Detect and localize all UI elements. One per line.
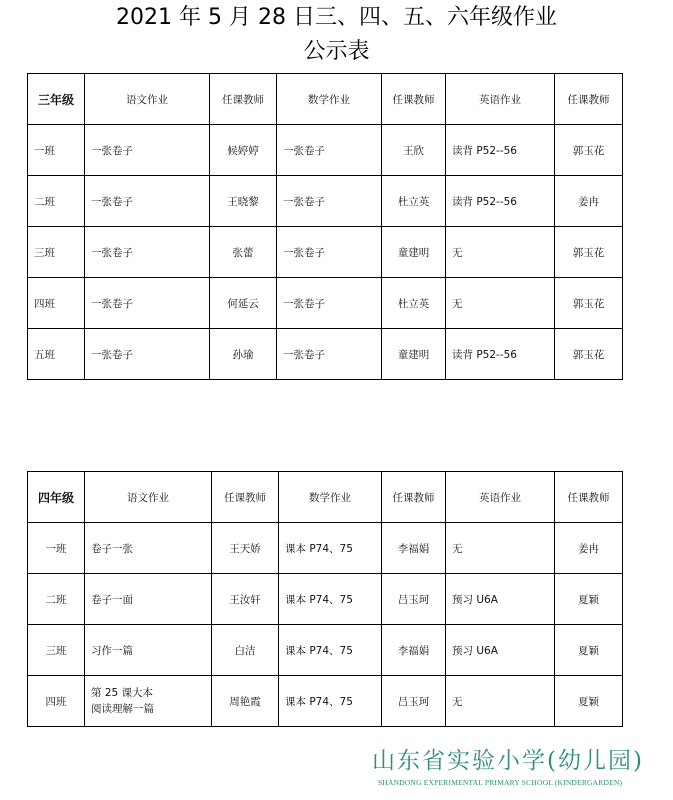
page-title: 2021 年 5 月 28 日三、四、五、六年级作业 bbox=[116, 5, 557, 30]
class-name: 三班 bbox=[28, 227, 85, 278]
grade3-homework-table bbox=[27, 73, 623, 380]
math-homework: 一张卷子 bbox=[277, 176, 382, 227]
header-chinese: 语文作业 bbox=[85, 472, 212, 523]
english-homework: 读背 P52--56 bbox=[446, 125, 555, 176]
class-name: 二班 bbox=[28, 176, 85, 227]
header-chinese: 语文作业 bbox=[85, 74, 210, 125]
english-homework: 无 bbox=[446, 676, 555, 727]
class-name: 一班 bbox=[28, 523, 85, 574]
chinese-homework: 一张卷子 bbox=[85, 125, 210, 176]
class-name: 五班 bbox=[28, 329, 85, 380]
english-teacher: 郭玉花 bbox=[555, 125, 623, 176]
english-homework: 预习 U6A bbox=[446, 625, 555, 676]
english-teacher: 姜冉 bbox=[555, 523, 623, 574]
english-teacher: 夏颖 bbox=[555, 676, 623, 727]
class-name: 一班 bbox=[28, 125, 85, 176]
table-header-row bbox=[28, 472, 623, 523]
table-row bbox=[28, 176, 623, 227]
english-homework: 无 bbox=[446, 523, 555, 574]
chinese-teacher: 孙瑜 bbox=[210, 329, 277, 380]
grade-label: 四年级 bbox=[28, 472, 85, 523]
chinese-teacher: 周艳霞 bbox=[212, 676, 279, 727]
english-teacher: 郭玉花 bbox=[555, 329, 623, 380]
grade4-homework-table bbox=[27, 471, 623, 727]
chinese-teacher: 王晓黎 bbox=[210, 176, 277, 227]
table-row bbox=[28, 278, 623, 329]
header-teacher: 任课教师 bbox=[382, 472, 446, 523]
english-homework: 读背 P52--56 bbox=[446, 176, 555, 227]
chinese-homework: 卷子一张 bbox=[85, 523, 212, 574]
chinese-homework: 一张卷子 bbox=[85, 176, 210, 227]
english-teacher: 姜冉 bbox=[555, 176, 623, 227]
chinese-teacher: 王天娇 bbox=[212, 523, 279, 574]
english-homework: 无 bbox=[446, 227, 555, 278]
table-row bbox=[28, 574, 623, 625]
header-teacher: 任课教师 bbox=[210, 74, 277, 125]
header-english: 英语作业 bbox=[446, 74, 555, 125]
chinese-homework-line1: 第 25 课大本 bbox=[91, 687, 154, 699]
chinese-teacher: 何延云 bbox=[210, 278, 277, 329]
school-logo-english: SHANDONG EXPERIMENTAL PRIMARY SCHOOL (KINDERGARDEN) bbox=[378, 778, 623, 787]
chinese-homework-line2: 阅读理解一篇 bbox=[91, 703, 154, 715]
chinese-teacher: 候婷婷 bbox=[210, 125, 277, 176]
math-teacher: 吕玉珂 bbox=[382, 574, 446, 625]
math-teacher: 王欣 bbox=[382, 125, 446, 176]
math-teacher: 李福娟 bbox=[382, 523, 446, 574]
math-homework: 一张卷子 bbox=[277, 278, 382, 329]
table-header-row bbox=[28, 74, 623, 125]
chinese-homework bbox=[85, 676, 212, 727]
chinese-teacher: 白洁 bbox=[212, 625, 279, 676]
table-row bbox=[28, 676, 623, 727]
math-homework: 一张卷子 bbox=[277, 227, 382, 278]
math-homework: 一张卷子 bbox=[277, 329, 382, 380]
math-homework: 课本 P74、75 bbox=[279, 523, 382, 574]
math-homework: 课本 P74、75 bbox=[279, 625, 382, 676]
chinese-homework: 一张卷子 bbox=[85, 329, 210, 380]
math-teacher: 杜立英 bbox=[382, 278, 446, 329]
chinese-homework: 卷子一面 bbox=[85, 574, 212, 625]
header-teacher: 任课教师 bbox=[212, 472, 279, 523]
table-row bbox=[28, 329, 623, 380]
header-teacher: 任课教师 bbox=[555, 74, 623, 125]
table-row bbox=[28, 125, 623, 176]
chinese-homework: 习作一篇 bbox=[85, 625, 212, 676]
chinese-homework: 一张卷子 bbox=[85, 278, 210, 329]
page-subtitle: 公示表 bbox=[303, 39, 370, 64]
math-teacher: 童建明 bbox=[382, 329, 446, 380]
chinese-teacher: 王汝轩 bbox=[212, 574, 279, 625]
table-row bbox=[28, 227, 623, 278]
math-homework: 课本 P74、75 bbox=[279, 574, 382, 625]
math-teacher: 吕玉珂 bbox=[382, 676, 446, 727]
chinese-homework: 一张卷子 bbox=[85, 227, 210, 278]
header-math: 数学作业 bbox=[279, 472, 382, 523]
class-name: 二班 bbox=[28, 574, 85, 625]
chinese-teacher: 张蕾 bbox=[210, 227, 277, 278]
header-math: 数学作业 bbox=[277, 74, 382, 125]
class-name: 三班 bbox=[28, 625, 85, 676]
english-teacher: 夏颖 bbox=[555, 574, 623, 625]
class-name: 四班 bbox=[28, 676, 85, 727]
header-english: 英语作业 bbox=[446, 472, 555, 523]
math-homework: 一张卷子 bbox=[277, 125, 382, 176]
school-logo-chinese: 山东省实验小学(幼儿园) bbox=[372, 748, 644, 774]
header-teacher: 任课教师 bbox=[382, 74, 446, 125]
english-homework: 读背 P52--56 bbox=[446, 329, 555, 380]
school-logo bbox=[372, 746, 662, 798]
grade-label: 三年级 bbox=[28, 74, 85, 125]
class-name: 四班 bbox=[28, 278, 85, 329]
math-teacher: 童建明 bbox=[382, 227, 446, 278]
math-teacher: 杜立英 bbox=[382, 176, 446, 227]
english-teacher: 郭玉花 bbox=[555, 227, 623, 278]
header-teacher: 任课教师 bbox=[555, 472, 623, 523]
table-row bbox=[28, 625, 623, 676]
english-teacher: 夏颖 bbox=[555, 625, 623, 676]
english-homework: 预习 U6A bbox=[446, 574, 555, 625]
math-teacher: 李福娟 bbox=[382, 625, 446, 676]
math-homework: 课本 P74、75 bbox=[279, 676, 382, 727]
english-homework: 无 bbox=[446, 278, 555, 329]
table-row bbox=[28, 523, 623, 574]
english-teacher: 郭玉花 bbox=[555, 278, 623, 329]
